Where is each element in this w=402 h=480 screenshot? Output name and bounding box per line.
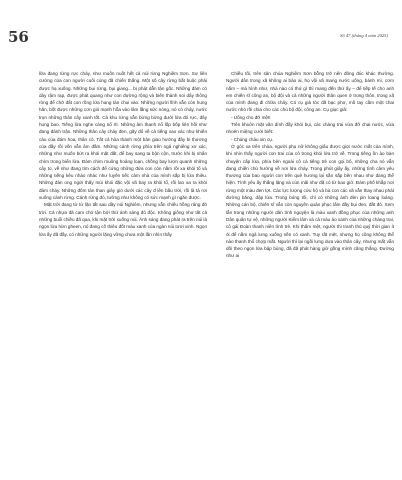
right-column: [226, 70, 394, 260]
paragraph: lữa đang rừng rực cháy, như muốn nuốt hết cả núi rừng Nghiêm Sơn. Sư liên cường của con người cuối cùng đã chiến thắng. Một số cây rừng bắt buộc phải được hạ xuống. Những bụi rừng, bụi giang... bị phát dẫn tận gốc. Những đám cỏ dày rậm rạp, được phát quang như con đường rộng và biến thành soi dây thông ròng để chở đất con rồng lửa hung tàn chui vào. Những người lĩnh vẫn còn hung hăn, bốt được những cơn gió mạnh hỗa vào lâm lẵng sức nóng, nó có cháy, nước trọn những thân cây xanh tốt. Cả khu rừng vẫn bừng bừng dưới lửa đó rực, đây hung bao. Tiếng lửa nghe càng nổ rít. Những âm thanh nổ lốp bốp liên hồi như đang đánh trận. Những thân cây cháy đen, gãy đổ về cả tiếng xao xác như khiến cảu của đám hoa, thân cỏ. Tất cả hòa thành một bản giao hưởng đầy bi thương của đầy rồi vốn vẫn âm đầm. Những cánh rừng phía trên ngả nghiêng xơ xác, những như muốn bứt ra khỏi mặt đất, để bay sang ta bộn cộn, trước khi bị nhấn chìm trong biển lửa. Đám chim muông hoảng loạn, chồng bay lượn quanh những cây to, về như đang tìm cách để cứng những đứa con còn nằm rồi xa khỏi tổ và những tiếng kêu nháo nhác như luyến tiếc cảm nhà của mình sắp bị lửa thiêu. Những đàn ong ngửi thấy mùi khói đặc vội vã bay ra khỏi tổ, rồi lao xa ra khỏi đám cháy. Những đốm tàn than giây gió dưới các cây đ lên bầu trời, rồi lả tả rơi xuống cánh rừng. Cánh rừng đó, tưởng như không có sức mạnh gì ngăn được.: [39, 71, 207, 201]
paragraph: Chiều tối, trên sân chùa Nghiêm Sơn bỗng trở nên đông đúc khác thường. Người dân trong xã không ai bảo ai, họ vội vã mang nước uống, bánh mì, cơm nắm – mà hình như, nhà nào có thứ gì thì mang đến thứ ấy – để tiếp tế cho anh em chiến sĩ công an, bộ đội và cả những người thân quen ở trong thôn, trong xã của mình đang đi chữa cháy. Có cụ già tóc đã bạc phơ, mồ tay cầm một chai nước nhỏ rồi chia cho các chú bộ đội, công an. Cụ giục giã:: [226, 71, 394, 113]
paragraph: Ở góc xa trên chùa, người phụ nữ không giấu được giọt nước mắt của mình, khi nhìn thấy người con trai của cô trong khói lửa trở về. Trong tiếng ồn ào bàn chuyện cấp lửa, phía bên ngoài cô cả tiếng trẻ con gọi bố, những cha nó vẫn đang chiến chủ hướng về nơi lửa cháy. Trong phút giây ấy, những tình cảm yêu thương của bao người con trên quê hương lại sẵn sắp bên nhau như đang thể hiện. Tình yêu ấy thắng lặng và cùn mãi như đã có từ bao giờ. Đám phố khắp nơi rừng một màu đen lợt. Các lực lượng cứu hộ và bà con các xã vẫn thay nhau phát đường băng, dập lửa. Trong bóng tối, chỉ có những ánh đèn pin loang loáng. Những cán bộ, chiến sĩ vẫn còn nguyên quân phục lấm đầy bụi đen, đất đỏ. Xem lẫn trong những người dân tình nguyện là màu xanh đồng phục của những anh Dân quân tự vệ, những người Kiểm lâm và cả màu áo xanh của những chàng trai, cô gái Đoàn thanh niên tình trẻ. Khi thấm mệt, người thì tranh thủ quý thời gian ít ỏi để nằm ngả lưng xuống nền cỏ xanh. Tuy rất mệt, nhưng họ cũng không thể nào thanh thổ chợp mắt. Người thì lại ngồi lưng dưa vào thân cây, nhưng mắt vẫn dõi theo ngọn lửa bập bùng, đã đã phát hàng giờ gồng mình căng thẳng. Đường như ai: [226, 143, 394, 259]
dialogue-line: - Uống cho đỡ mệt!: [231, 114, 271, 120]
paragraph: Mặt trời đang từ từ lặn tắt sau dãy núi Nghiêm, nhưng vẫn chiếu hồng ráng đỏ trời. Cả nhựa đã cam chớ tận bởi thứ ánh sáng đỏ độc. Không giống như tất cả những buổi chiều đã qua, khi mặt trời xuống núi. Ánh sáng đang phát ra trên núi là ngọn lửa hừn gheen, nó đang cố thiêu đốt màu xanh của ngàn núi tươi xinh. Ngọn lửa ấy đã đầy, có những người lặng vững chưa một lần nhìn thấy: [39, 202, 208, 237]
left-column: [39, 70, 207, 238]
issue-info: Số 47 (tháng 4 năm 2025): [340, 33, 388, 38]
paragraph: Trên khuôn mặt văn dính đầy khói bụi, các chàng trai vừa đỡ chai nước, vừa nhoẻn miệng cười biết:: [226, 122, 394, 135]
dialogue-line: - Chúng cháu xin cụ.: [231, 136, 274, 142]
page-number: 56: [8, 28, 29, 46]
